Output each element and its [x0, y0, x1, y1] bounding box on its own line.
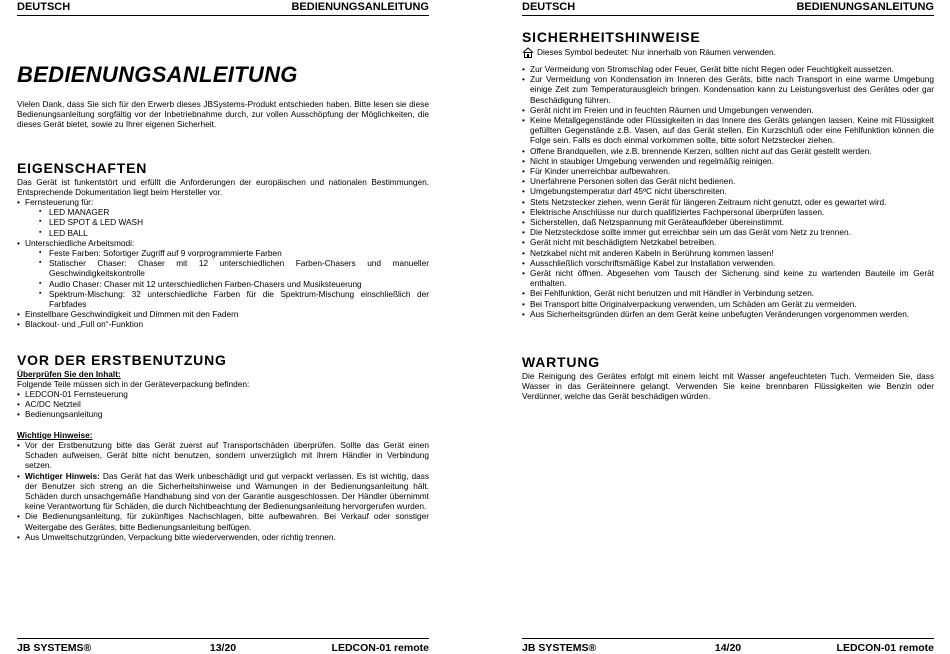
- list-item: • Für Kinder unerreichbar aufbewahren.: [522, 166, 934, 176]
- list-item: • Einstellbare Geschwindigkeit und Dimmen mit den Fadern: [17, 309, 429, 319]
- list-item: • Blackout- und „Full on“-Funktion: [17, 319, 429, 329]
- list-item: • Sicherstellen, daß Netzspannung mit Geräteaufkleber übereinstimmt.: [522, 217, 934, 227]
- page-header: [522, 0, 934, 16]
- list-item: • Ausschließlich vorschriftsmäßige Kabel zur Installation verwenden.: [522, 258, 934, 268]
- indoor-house-icon: [522, 47, 534, 60]
- list-item: • Gerät nicht im Freien und in feuchten Räumen und Umgebungen verwenden.: [522, 105, 934, 115]
- list-item: • Stets Netzstecker ziehen, wenn Gerät für längeren Zeitraum nicht genutzt, oder es gewartet wird.: [522, 197, 934, 207]
- list-item: • Zur Vermeidung von Kondensation im Inneren des Geräts, bitte nach Transport in eine warme Umgebung einige Zeit zum Temperaturausgleich bringen. Kondensation kann zu Leistungsverlust des Gerätes oder gar Beschädigung führen.: [522, 74, 934, 105]
- page-footer: [17, 638, 429, 654]
- footer-brand: JB SYSTEMS®: [17, 642, 92, 654]
- check-contents-heading: Überprüfen Sie den Inhalt:: [17, 369, 121, 379]
- list-item: ▪ Audio Chaser: Chaser mit 12 unterschiedlichen Farben-Chasers und Musiksteuerung: [25, 279, 429, 289]
- features-intro: Das Gerät ist funkentstört und erfüllt die Anforderungen der europäischen und nationalen Bestimmungen. Entsprechende Dokumentation liegt beim Hersteller vor.: [17, 177, 429, 198]
- list-item: • Unerfahrene Personen sollen das Gerät nicht bedienen.: [522, 176, 934, 186]
- list-item: • Nicht in staubiger Umgebung verwenden und regelmäßig reinigen.: [522, 156, 934, 166]
- important-notes-list: [17, 440, 429, 542]
- list-item: • Gerät nicht mit beschädigtem Netzkabel betreiben.: [522, 237, 934, 247]
- features-list: [17, 197, 429, 330]
- header-language: DEUTSCH: [17, 1, 71, 13]
- header-language: DEUTSCH: [522, 1, 576, 13]
- indoor-symbol-note: Dieses Symbol bedeutet: Nur innerhalb von Räumen verwenden.: [522, 47, 934, 60]
- list-item: ▪ Feste Farben: Sofortiger Zugriff auf 9 vorprogrammierte Farben: [25, 248, 429, 258]
- footer-brand: JB SYSTEMS®: [522, 642, 597, 654]
- list-item: • Aus Umweltschutzgründen, Verpackung bitte wiederverwenden, oder richtig trennen.: [17, 532, 429, 542]
- page-header: [17, 0, 429, 16]
- footer-model: LEDCON-01 remote: [331, 642, 429, 654]
- check-contents-list: [17, 389, 429, 420]
- list-item: • Die Bedienungsanleitung, für zukünftiges Nachschlagen, bitte aufbewahren. Bei Verkauf oder sonstiger Weitergabe des Gerätes, bitte Bedienungsanleitung beifügen.: [17, 511, 429, 531]
- list-item: • AC/DC Netzteil: [17, 399, 429, 409]
- maintenance-heading: WARTUNG: [522, 354, 600, 370]
- list-item: • Bei Transport bitte Originalverpackung verwenden, um Schäden am Gerät zu vermeiden.: [522, 299, 934, 309]
- list-item: • Keine Metallgegenstände oder Flüssigkeiten in das Innere des Geräts gelangen lassen. Keine mit Flüssigkeit gefüllten Gegenstände z.B. Vasen, auf das Gerät stellen. Ein Kurzschluß oder eine Fehlfunktion können die Folge sein. Falls es doch einmal vorkommen sollte, bitte sofort Netzstecker ziehen.: [522, 115, 934, 146]
- intro-paragraph: Vielen Dank, dass Sie sich für den Erwerb dieses JBSystems-Produkt entschieden haben. Bitte lesen sie diese Bedienungsanleitung sorgfältig vor der Inbetriebnahme durch, zur vollen Ausschöpfung der Möglichkeiten, die dieses Gerät bietet, sowie zu Ihrer eigenen Sicherheit.: [17, 99, 429, 130]
- list-item: • Gerät nicht öffnen. Abgesehen vom Tausch der Sicherung sind keine zu wartenden Bauteile im Gerät enthalten.: [522, 268, 934, 288]
- list-item: ▪ Statischer Chaser: Chaser mit 12 unterschiedlichen Farben-Chasers und manueller Geschwindigkeitskontrolle: [25, 258, 429, 278]
- features-heading: EIGENSCHAFTEN: [17, 160, 148, 176]
- list-item: • LEDCON-01 Fernsteuerung: [17, 389, 429, 399]
- important-notes-heading: Wichtige Hinweise:: [17, 430, 93, 440]
- list-item: • Umgebungstemperatur darf 45ºC nicht überschreiten.: [522, 186, 934, 196]
- list-item: • Offene Brandquellen, wie z.B. brennende Kerzen, sollten nicht auf das Gerät gestellt werden.: [522, 146, 934, 156]
- document-title: BEDIENUNGSANLEITUNG: [17, 62, 298, 87]
- list-item: • Bei Fehlfunktion, Gerät nicht benutzen und mit Händler in Verbindung setzen.: [522, 288, 934, 298]
- list-item: • Netzkabel nicht mit anderen Kabeln in Berührung kommen lassen!: [522, 248, 934, 258]
- page-number: 13/20: [209, 642, 237, 654]
- page-number: 14/20: [714, 642, 742, 654]
- before-use-heading: VOR DER ERSTBENUTZUNG: [17, 352, 227, 368]
- list-item: ▪ LED BALL: [25, 228, 429, 238]
- list-item: • Aus Sicherheitsgründen dürfen an dem Gerät keine unbefugten Veränderungen vorgenommen werden.: [522, 309, 934, 319]
- list-item: • Elektrische Anschlüsse nur durch qualifiziertes Fachpersonal überprüfen lassen.: [522, 207, 934, 217]
- safety-heading: SICHERHEITSHINWEISE: [522, 29, 701, 45]
- check-contents-intro: Folgende Teile müssen sich in der Geräteverpackung befinden:: [17, 379, 250, 389]
- list-item: • Fernsteuerung für: ▪ LED MANAGER ▪ LED SPOT & LED WASH ▪ LED BALL: [17, 197, 429, 238]
- safety-list: [522, 64, 934, 319]
- list-item: ▪ LED SPOT & LED WASH: [25, 217, 429, 227]
- page-left: [17, 0, 429, 654]
- list-item: • Zur Vermeidung von Stromschlag oder Feuer, Gerät bitte nicht Regen oder Feuchtigkeit aussetzen.: [522, 64, 934, 74]
- page-footer: [522, 638, 934, 654]
- list-item: • Wichtiger Hinweis: Das Gerät hat das Werk unbeschädigt und gut verpackt verlassen. Es ist wichtig, dass der Benutzer sich streng an die Sicherheitshinweise und Warnungen in der Bedienungsanleitung hält. Schäden durch unsachgemäße Handhabung sind von der Garantie ausgeschlossen. Der Händler übernimmt keine Verantwortung für Schäden, die durch Nichtbeachtung der Bedienungsanleitung hervorgerufen wurden.: [17, 471, 429, 512]
- page-right: [522, 0, 934, 654]
- list-item: ▪ LED MANAGER: [25, 207, 429, 217]
- list-item: • Bedienungsanleitung: [17, 409, 429, 419]
- list-item: • Unterschiedliche Arbeitsmodi: ▪ Feste Farben: Sofortiger Zugriff auf 9 vorprogrammierte Farben ▪ Statischer Chaser: Chaser mit 12 unterschiedlichen Farben-Chasers und manueller Geschwindigkeitskontrolle ▪ Audio Chaser: Chaser mit 12 unterschiedlichen Farben-Chasers und Musiksteuerung ▪ Spektrum-Mischung: 32 unterschiedliche Farben für die Spektrum-Mischung einschließlich der Farbfades: [17, 238, 429, 309]
- maintenance-paragraph: Die Reinigung des Gerätes erfolgt mit einem leicht mit Wasser angefeuchteten Tuch. Vermeiden Sie, dass Wasser in das Geräteinnere gelangt. Verwenden Sie keine brennbaren Flüssigkeiten wie Benzin oder Verdünner, welche das Gerät beschädigen würden.: [522, 371, 934, 402]
- list-item: • Vor der Erstbenutzung bitte das Gerät zuerst auf Transportschäden überprüfen. Sollte das Gerät einen Schaden aufweisen, Gerät bitte nicht benutzen, sondern unverzüglich mit ihrem Händler in Verbindung setzen.: [17, 440, 429, 471]
- header-title: BEDIENUNGSANLEITUNG: [796, 1, 934, 13]
- list-item: • Die Netzsteckdose sollte immer gut erreichbar sein um das Gerät vom Netz zu trennen.: [522, 227, 934, 237]
- header-title: BEDIENUNGSANLEITUNG: [291, 1, 429, 13]
- footer-model: LEDCON-01 remote: [836, 642, 934, 654]
- list-item: ▪ Spektrum-Mischung: 32 unterschiedliche Farben für die Spektrum-Mischung einschließlich der Farbfades: [25, 289, 429, 309]
